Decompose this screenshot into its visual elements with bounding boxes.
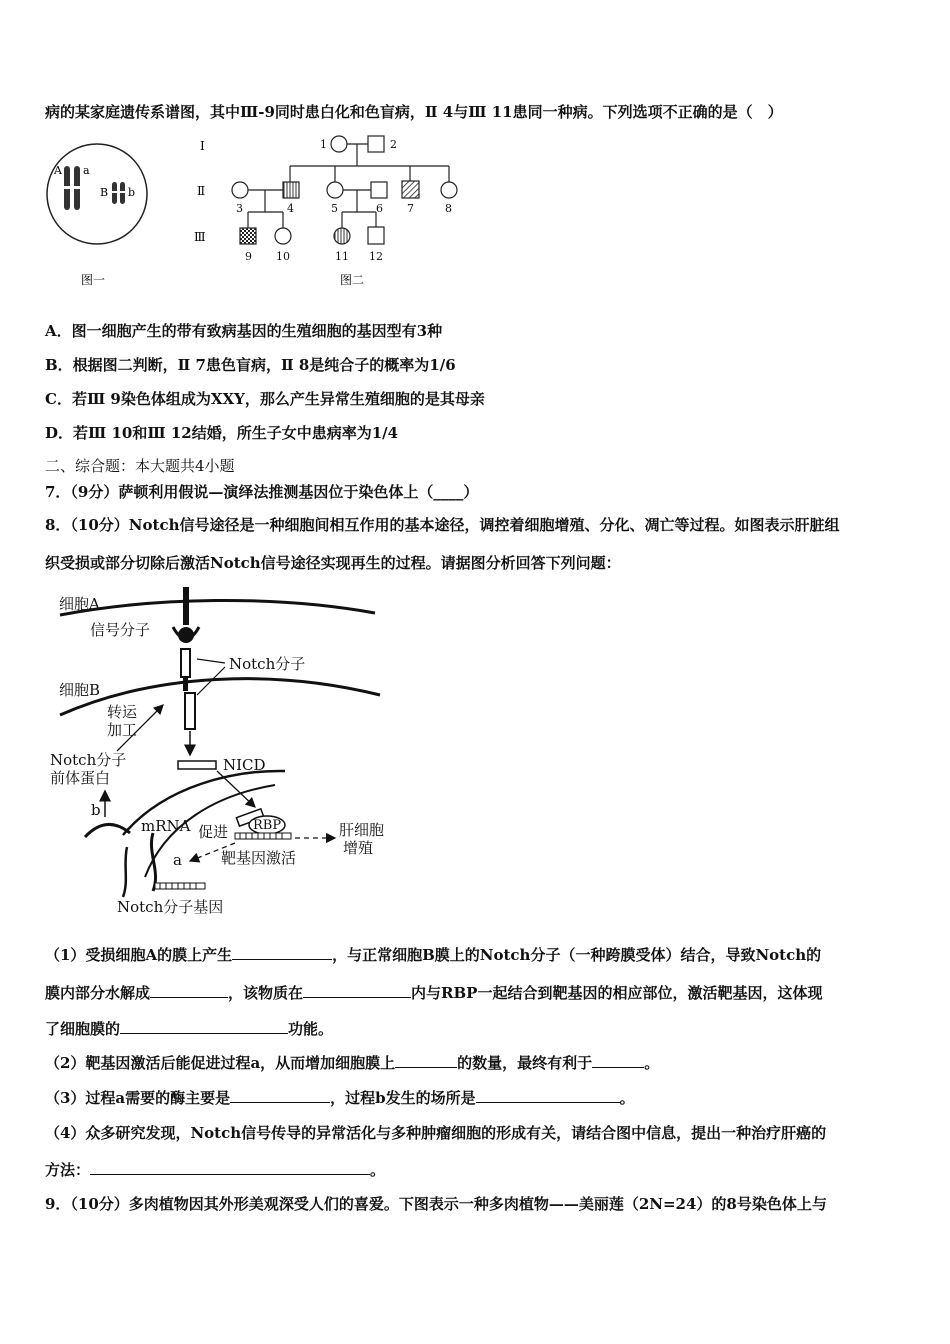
label-cell-b: 细胞B [59,681,101,699]
q8-sub4-line2 [45,1160,385,1180]
gene-label-b: b [128,186,136,199]
q8-sub4-text-a: 方法： [45,1161,91,1179]
nicd-fragment [178,761,216,769]
gene-label-A: A [54,164,62,177]
notch-receptor [181,649,190,677]
individual-6 [371,182,387,198]
label-b: b [91,801,101,819]
label-signal-molecule: 信号分子 [90,621,151,639]
q8-sub1-line1 [45,945,821,965]
pedigree-number-9: 9 [245,250,252,263]
pedigree-number-3: 3 [236,202,243,215]
label-a: a [173,851,182,869]
figure1-caption: 图一 [81,273,106,287]
pedigree-number-4: 4 [287,202,294,215]
q6-stem: 病的某家庭遗传系谱图，其中Ⅲ-9同时患白化和色盲病，Ⅱ 4与Ⅲ 11患同一种病。下列选项不正确的是（ ） [45,103,783,121]
q6-option-a: A．图一细胞产生的带有致病基因的生殖细胞的基因型有3种 [45,322,443,340]
pedigree-number-6: 6 [376,202,383,215]
q8-sub2-text-c: 。 [644,1054,660,1072]
label-liver-1: 肝细胞 [339,821,385,839]
answer-blank-9[interactable] [90,1160,370,1175]
individual-11 [334,228,350,244]
cell-a-membrane [60,600,375,615]
q6-option-d: D．若Ⅲ 10和Ⅲ 12结婚，所生子女中患病率为1/4 [45,424,399,442]
answer-blank-6[interactable] [592,1053,644,1068]
section2-title: 二、综合题：本大题共4小题 [45,457,235,475]
generation-II: Ⅱ [197,184,206,198]
q8-sub1-line3 [45,1019,333,1039]
q8-sub3-text-b: ，过程b发生的场所是 [330,1089,476,1107]
label-precursor-2: 前体蛋白 [50,769,111,787]
q8-sub1-text-b: ，与正常细胞B膜上的Notch分子（一种跨膜受体）结合，导致Notch的 [332,946,822,964]
figure1-cell-diagram [45,138,155,293]
pedigree-number-5: 5 [331,202,338,215]
q8-sub1-text-d: ，该物质在 [228,984,304,1002]
q8-sub4-line1: （4）众多研究发现，Notch信号传导的异常活化与多种肿瘤细胞的形成有关，请结合图中信息，提出一种治疗肝癌的 [45,1124,827,1142]
q8-sub2 [45,1053,659,1073]
pedigree-number-1: 1 [320,138,327,151]
q8-sub3 [45,1088,635,1108]
q8-sub1-text-f: 了细胞膜的 [45,1020,121,1038]
label-notch: Notch分子 [229,655,306,673]
q8-sub1-text-e: 内与RBP一起结合到靶基因的相应部位，激活靶基因，这体现 [411,984,823,1002]
individual-10 [275,228,291,244]
q8-sub3-text-c: 。 [619,1089,635,1107]
notch-gene-dna [155,883,205,889]
q7-text: 7．（9分）萨顿利用假说—演绎法推测基因位于染色体上（____） [45,483,479,501]
q8-sub2-text-b: 的数量，最终有利于 [457,1054,593,1072]
individual-12 [368,227,384,244]
figure2-caption: 图二 [340,273,365,287]
gene-label-a: a [83,164,90,177]
pedigree-number-8: 8 [445,202,452,215]
figure2-pedigree [190,128,480,293]
target-gene-dna [235,833,291,839]
label-transport: 转运 [107,703,138,721]
answer-blank-4[interactable] [120,1019,288,1034]
label-processing: 加工 [107,721,138,739]
generation-III: Ⅲ [194,230,206,244]
q6-option-b: B．根据图二判断，Ⅱ 7患色盲病，Ⅱ 8是纯合子的概率为1/6 [45,356,456,374]
notch-signaling-diagram [45,585,395,920]
q8-sub1-text-g: 功能。 [288,1020,334,1038]
q8-sub4-text-b: 。 [370,1161,386,1179]
gene-label-B: B [100,186,109,199]
label-rbp: RBP [253,818,282,833]
individual-9 [240,228,256,244]
q8-sub1-text-c: 膜内部分水解成 [45,984,151,1002]
q8-intro-2: 织受损或部分切除后激活Notch信号途径实现再生的过程。请据图分析回答下列问题： [45,554,621,572]
generation-I: Ⅰ [200,139,205,153]
individual-1 [331,136,347,152]
signal-molecule [183,587,189,625]
individual-3 [232,182,248,198]
answer-blank-1[interactable] [232,945,332,960]
q9-text: 9．（10分）多肉植物因其外形美观深受人们的喜爱。下图表示一种多肉植物——美丽莲（2N=24）的8号染色体上与 [45,1195,827,1213]
label-nicd: NICD [223,756,266,774]
answer-blank-5[interactable] [395,1053,457,1068]
pedigree-number-7: 7 [407,202,414,215]
label-promote: 促进 [198,823,229,841]
label-liver-2: 增殖 [343,839,374,857]
label-mrna: mRNA [141,817,191,835]
label-cell-a: 细胞A [59,595,100,613]
label-notch-gene: Notch分子基因 [117,898,224,916]
pedigree-number-12: 12 [369,250,383,263]
individual-4 [283,182,299,198]
q6-option-c: C．若Ⅲ 9染色体组成为XXY，那么产生异常生殖细胞的是其母亲 [45,390,485,408]
label-target-activate: 靶基因激活 [221,849,297,867]
answer-blank-2[interactable] [150,983,228,998]
answer-blank-3[interactable] [303,983,411,998]
pedigree-number-10: 10 [276,250,290,263]
q8-sub1-text-a: （1）受损细胞A的膜上产生 [45,946,233,964]
answer-blank-8[interactable] [476,1088,620,1103]
label-precursor-1: Notch分子 [50,751,127,769]
individual-5 [327,182,343,198]
individual-8 [441,182,457,198]
pedigree-number-2: 2 [390,138,397,151]
q8-sub3-text-a: （3）过程a需要的酶主要是 [45,1089,231,1107]
answer-blank-7[interactable] [230,1088,330,1103]
q8-sub2-text-a: （2）靶基因激活后能促进过程a，从而增加细胞膜上 [45,1054,396,1072]
pedigree-number-11: 11 [335,250,349,263]
individual-7 [402,181,419,198]
individual-2 [368,136,384,152]
q8-sub1-line2 [45,983,822,1003]
q8-intro-1: 8．（10分）Notch信号途径是一种细胞间相互作用的基本途径，调控着细胞增殖、分化、凋亡等过程。如图表示肝脏组 [45,516,840,534]
